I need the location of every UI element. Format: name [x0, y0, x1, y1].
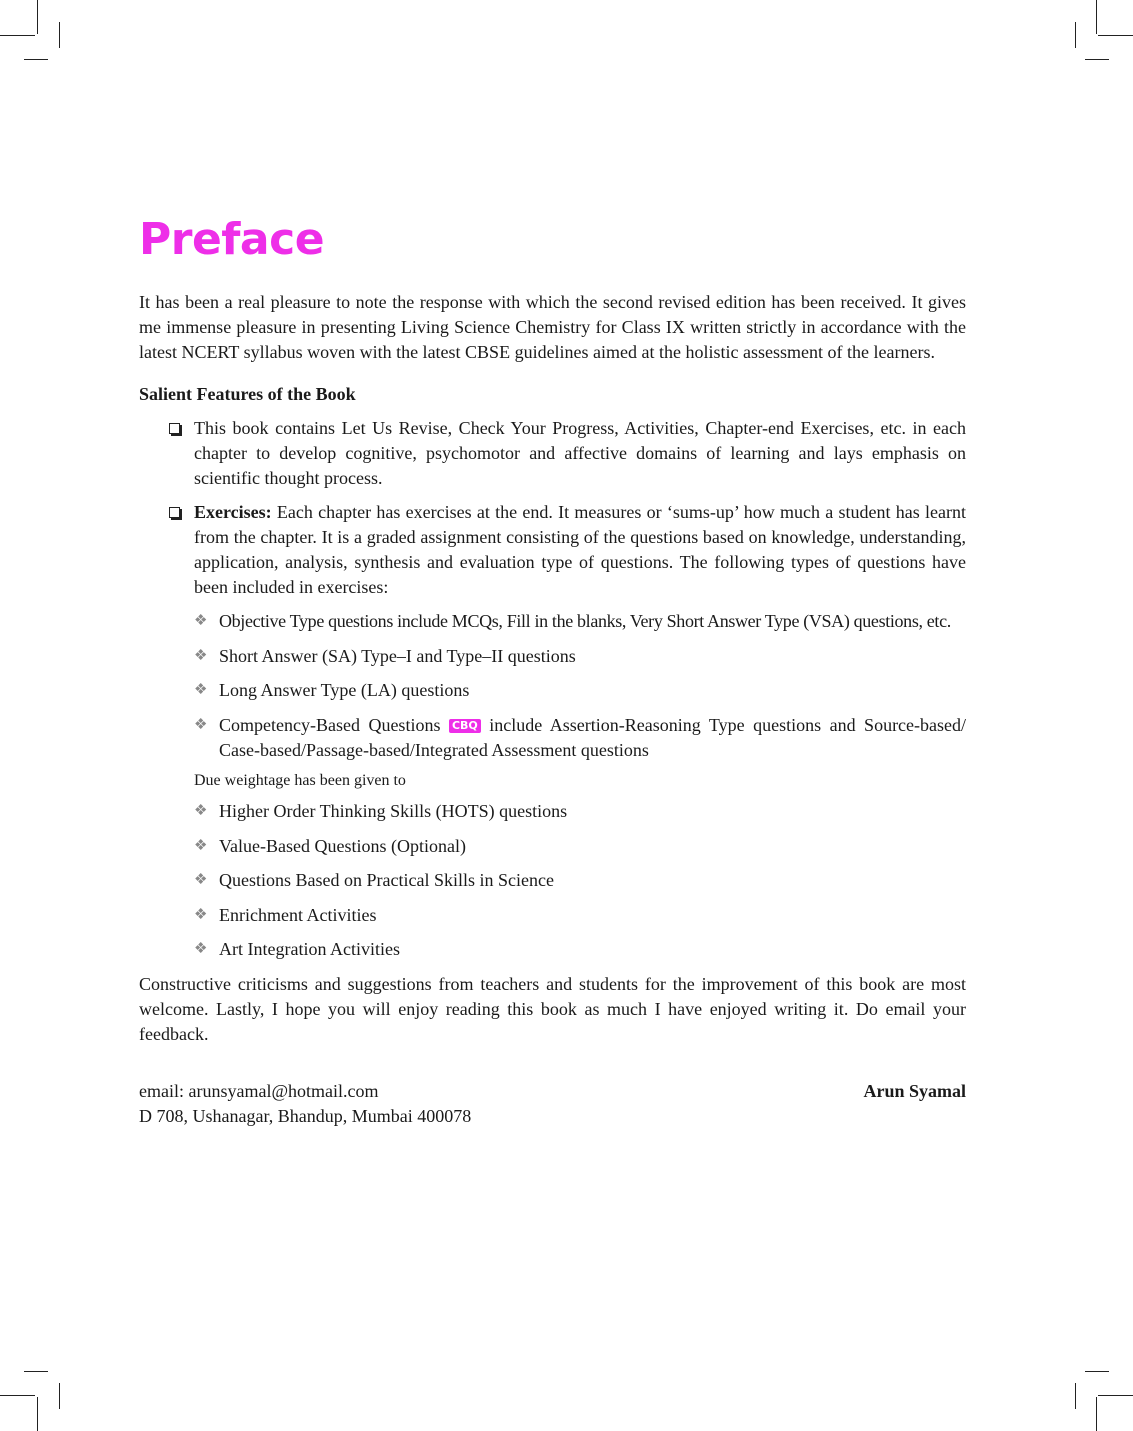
crop-mark: [59, 22, 60, 48]
list-item: ❖ Objective Type questions include MCQs, Fill in the blanks, Very Short Answer Type (VSA) questions, etc.: [219, 609, 966, 634]
author-email: email: arunsyamal@hotmail.com: [139, 1081, 379, 1101]
list-item: ❖ Long Answer Type (LA) questions: [219, 678, 966, 703]
list-item: ❖ Higher Order Thinking Skills (HOTS) questions: [219, 799, 966, 824]
list-item-competency: ❖ Competency-Based Questions CBQ include Assertion-Reasoning Type questions and Source-based/ Case-based/Passage-based/Integrated Assessment questions: [194, 714, 967, 760]
feature-item: [139, 416, 966, 491]
diamond-bullet-icon: ❖: [194, 716, 208, 733]
crop-mark: [1098, 35, 1133, 36]
feature-item-exercises: [139, 500, 966, 600]
diamond-bullet-icon: ❖: [194, 803, 208, 819]
crop-mark: [1098, 1395, 1133, 1396]
crop-mark: [1085, 1371, 1109, 1372]
page-title: Preface: [139, 214, 325, 265]
weightage-list: [139, 799, 966, 962]
crop-mark: [1085, 59, 1109, 60]
diamond-bullet-icon: ❖: [194, 872, 208, 888]
feature-text: This book contains Let Us Revise, Check Your Progress, Activities, Chapter-end Exercises, etc. in each chapter to develop cognitive, psychomotor and affective domains of learning and lays emphasis on scientific thought process.: [194, 418, 966, 488]
crop-mark: [1075, 1383, 1076, 1409]
author-address: D 708, Ushanagar, Bhandup, Mumbai 400078: [139, 1106, 472, 1126]
cbq-badge: CBQ: [449, 719, 481, 733]
diamond-bullet-icon: ❖: [194, 682, 208, 698]
signature-block: [139, 1079, 966, 1129]
crop-mark: [24, 59, 48, 60]
diamond-bullet-icon: ❖: [194, 837, 208, 854]
checkbox-bullet-icon: [169, 423, 180, 434]
diamond-bullet-icon: ❖: [194, 613, 208, 629]
crop-mark: [59, 1383, 60, 1409]
crop-mark: [1096, 1397, 1097, 1431]
diamond-bullet-icon: ❖: [194, 941, 208, 957]
crop-mark: [0, 1395, 35, 1396]
closing-paragraph: Constructive criticisms and suggestions from teachers and students for the improvement of this book are most welcome. Lastly, I hope you will enjoy reading this book as much I have enjoyed writing it. Do email your feedback.: [139, 973, 966, 1044]
diamond-bullet-icon: ❖: [194, 906, 208, 923]
crop-mark: [37, 0, 38, 34]
due-weightage-text: Due weightage has been given to: [194, 772, 406, 789]
crop-mark: [37, 1397, 38, 1431]
list-item: ❖ Enrichment Activities: [219, 903, 966, 928]
diamond-bullet-icon: ❖: [194, 647, 208, 664]
crop-mark: [0, 35, 35, 36]
exercises-text: Each chapter has exercises at the end. It measures or ‘sums-up’ how much a student has learnt from the chapter. It is a graded assignment consisting of the questions based on knowledge, understanding, application, analysis, synthesis and evaluation type of questions. The following types of questions have been included in exercises:: [194, 502, 966, 597]
intro-paragraph: It has been a real pleasure to note the response with which the second revised edition has been received. It gives me immense pleasure in presenting Living Science Chemistry for Class IX written strictly in accordance with the latest NCERT syllabus woven with the latest CBSE guidelines aimed at the holistic assessment of the learners.: [139, 292, 966, 362]
exercises-label: Exercises:: [194, 502, 272, 522]
list-item: ❖ Value-Based Questions (Optional): [219, 834, 966, 859]
list-item: ❖ Questions Based on Practical Skills in Science: [219, 868, 966, 893]
crop-mark: [1075, 22, 1076, 48]
crop-mark: [1096, 0, 1097, 34]
checkbox-bullet-icon: [169, 507, 180, 518]
salient-features-heading: Salient Features of the Book: [139, 384, 356, 404]
list-item: ❖ Short Answer (SA) Type–I and Type–II questions: [219, 644, 966, 669]
preface-content: [139, 212, 966, 1047]
crop-mark: [24, 1371, 48, 1372]
question-types-list: [139, 609, 966, 763]
list-item: ❖ Art Integration Activities: [219, 937, 966, 962]
author-name: Arun Syamal: [863, 1081, 966, 1101]
